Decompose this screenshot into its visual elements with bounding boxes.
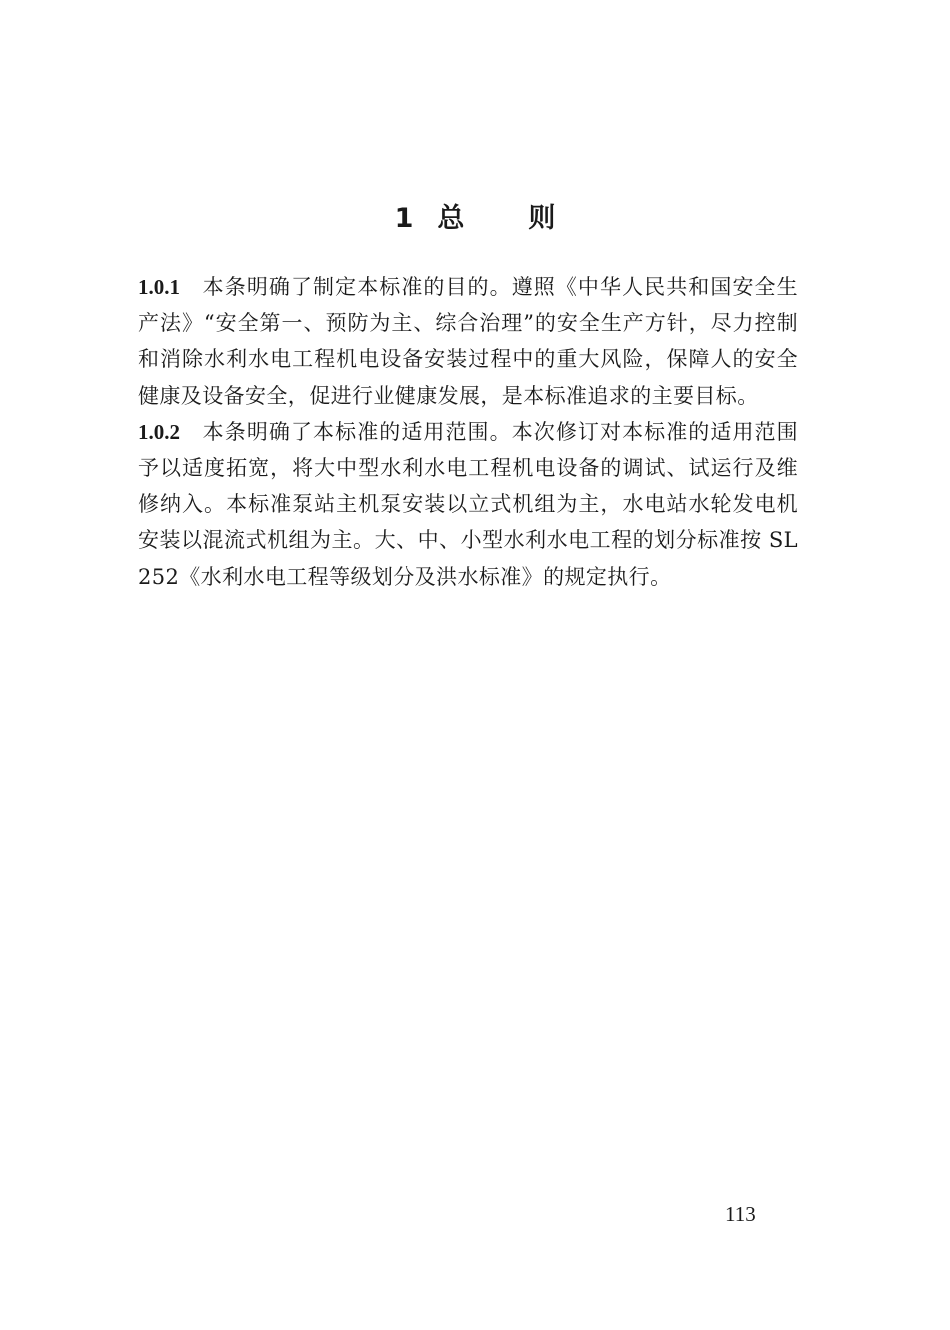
chapter-body: [138, 269, 798, 595]
clause-1-0-2: [138, 414, 798, 595]
clause-number: 1.0.2: [138, 419, 180, 444]
clause-text: 本条明确了制定本标准的目的。遵照《中华人民共和国安全生产法》“安全第一、预防为主、综合治理”的安全生产方针，尽力控制和消除水利水电工程机电设备安装过程中的重大风险，保障人的安全健康及设备安全，促进行业健康发展，是本标准追求的主要目标。: [138, 275, 798, 408]
chapter-title-char-2: 则: [528, 203, 556, 235]
chapter-title: [0, 201, 950, 237]
page-number: 113: [725, 1202, 756, 1226]
clause-text: 本条明确了本标准的适用范围。本次修订对本标准的适用范围予以适度拓宽，将大中型水利水电工程机电设备的调试、试运行及维修纳入。本标准泵站主机泵安装以立式机组为主，水电站水轮发电机安装以混流式机组为主。大、中、小型水利水电工程的划分标准按 SL 252《水利水电工程等级划分及洪水标准》的规定执行。: [138, 419, 798, 589]
clause-number: 1.0.1: [138, 275, 180, 299]
clause-1-0-1: [138, 269, 798, 414]
chapter-title-char-1: 总: [437, 203, 465, 235]
chapter-number: 1: [394, 203, 414, 235]
